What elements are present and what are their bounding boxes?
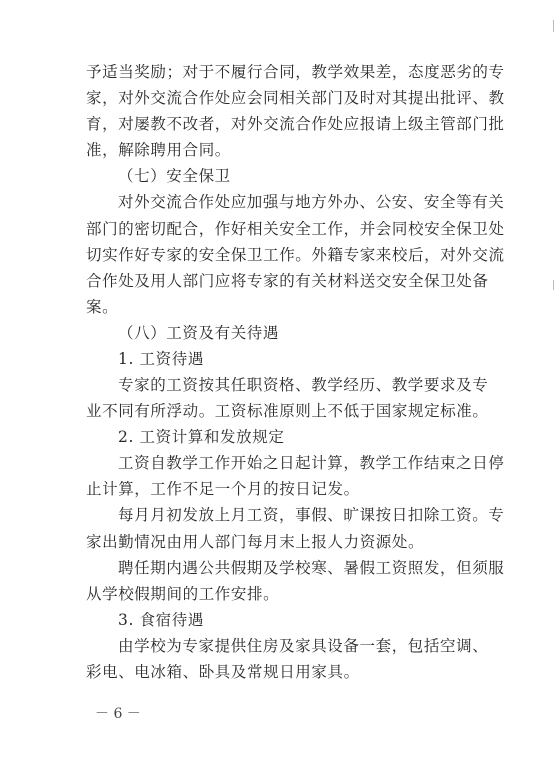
page-number: － 6 －	[95, 706, 141, 722]
scan-mark	[553, 20, 554, 32]
text-line: 部门的密切配合，作好相关安全工作，并会同校安全保卫处	[86, 220, 505, 238]
subheading-salary-treatment: 1. 工资待遇	[118, 350, 204, 368]
text-line: 切实作好专家的安全保卫工作。外籍专家来校后，对外交流	[86, 246, 505, 264]
text-line: 工资自教学工作开始之日起计算，教学工作结束之日停	[118, 454, 505, 472]
subheading-salary-calculation: 2. 工资计算和发放规定	[118, 428, 285, 446]
text-line: 由学校为专家提供住房及家具设备一套，包括空调、	[118, 637, 489, 655]
text-line: 业不同有所浮动。工资标准原则上不低于国家规定标准。	[86, 402, 489, 420]
text-line: 合作处及用人部门应将专家的有关材料送交安全保卫处备	[86, 272, 489, 290]
section-heading-security: （七）安全保卫	[118, 167, 231, 185]
subheading-accommodation: 3. 食宿待遇	[118, 611, 204, 629]
text-line: 聘任期内遇公共假期及学校寒、暑假工资照发，但须服	[118, 559, 505, 577]
text-line: 家，对外交流合作处应会同相关部门及时对其提出批评、教	[86, 89, 505, 107]
scan-mark	[553, 280, 554, 290]
text-line: 案。	[86, 298, 119, 316]
text-line: 从学校假期间的工作安排。	[86, 585, 280, 603]
text-line: 予适当奖励；对于不履行合同，教学效果差，态度恶劣的专	[86, 63, 505, 81]
text-line: 家出勤情况由用人部门每月末上报人力资源处。	[86, 533, 425, 551]
text-line: 止计算，工作不足一个月的按日记发。	[86, 480, 360, 498]
text-line: 准，解除聘用合同。	[86, 141, 231, 159]
text-line: 专家的工资按其任职资格、教学经历、教学要求及专	[118, 376, 489, 394]
text-line: 彩电、电冰箱、卧具及常规日用家具。	[86, 663, 360, 681]
text-line: 育，对屡教不改者，对外交流合作处应报请上级主管部门批	[86, 115, 505, 133]
text-line: 对外交流合作处应加强与地方外办、公安、安全等有关	[118, 193, 505, 211]
section-heading-salary: （八）工资及有关待遇	[118, 324, 280, 342]
text-line: 每月月初发放上月工资，事假、旷课按日扣除工资。专	[118, 506, 505, 524]
